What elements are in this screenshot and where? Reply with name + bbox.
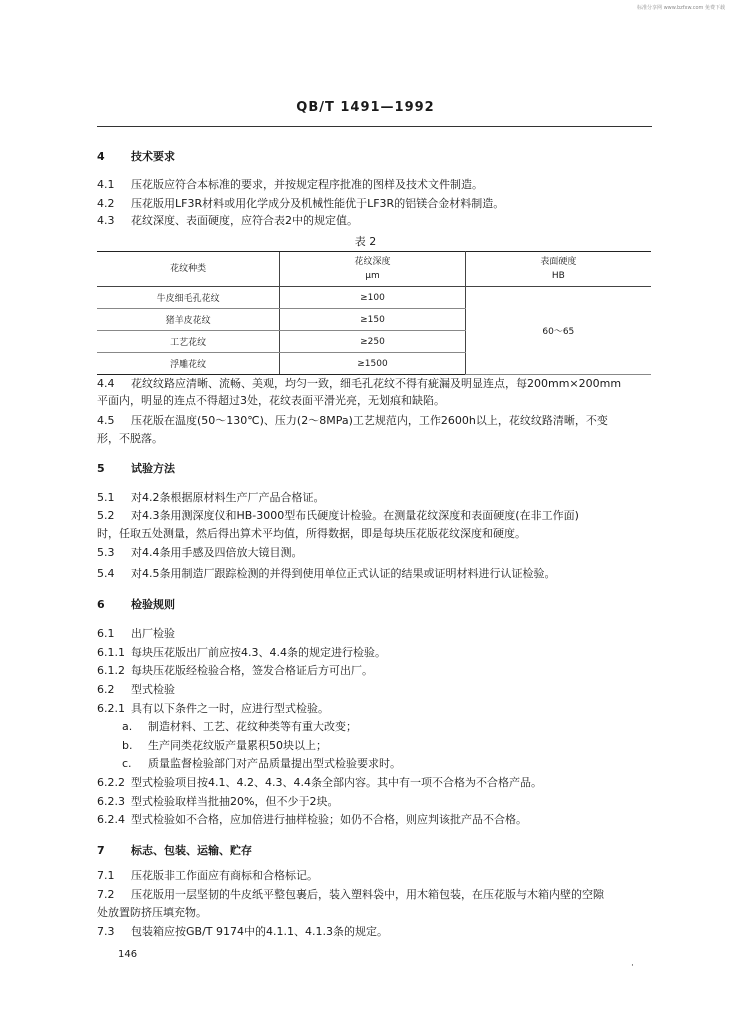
clause-5-2 xyxy=(97,509,579,523)
clause-6-2-3 xyxy=(97,795,338,809)
section-number: 5 xyxy=(97,462,105,475)
list-label: b. xyxy=(122,739,133,752)
table-caption: 表 2 xyxy=(354,235,377,248)
clause-number: 4.2 xyxy=(97,197,115,210)
section-6-heading xyxy=(97,598,175,612)
col-header-kind: 花纹种类 xyxy=(97,252,280,287)
section-number: 6 xyxy=(97,598,105,611)
clause-text: 具有以下条件之一时，应进行型式检验。 xyxy=(131,702,329,715)
clause-text: 对4.4条用手感及四倍放大镜目测。 xyxy=(131,546,303,559)
clause-7-3 xyxy=(97,925,388,939)
list-item-c xyxy=(122,757,401,771)
clause-5-2-cont: 时，任取五处测量，然后得出算术平均值，所得数据，即是每块压花版花纹深度和硬度。 xyxy=(97,527,526,540)
section-title: 标志、包装、运输、贮存 xyxy=(131,844,252,857)
clause-6-1-2 xyxy=(97,664,373,678)
clause-4-5-cont: 形，不脱落。 xyxy=(97,432,163,445)
kind-cell: 浮雕花纹 xyxy=(97,353,280,375)
clause-text: 对4.2条根据原材料生产厂产品合格证。 xyxy=(131,491,325,504)
footer-mark: · xyxy=(631,961,634,971)
depth-cell: ≥250 xyxy=(280,331,465,353)
clause-text: 压花版应符合本标准的要求，并按规定程序批准的图样及技术文件制造。 xyxy=(131,178,483,191)
section-number: 4 xyxy=(97,150,105,163)
clause-6-2-4 xyxy=(97,813,527,827)
col-header-depth xyxy=(280,252,465,287)
clause-6-1 xyxy=(97,627,175,641)
clause-4-2 xyxy=(97,197,504,211)
clause-6-2-1 xyxy=(97,702,329,716)
clause-number: 4.1 xyxy=(97,178,115,191)
depth-cell: ≥150 xyxy=(280,309,465,331)
clause-text: 对4.5条用制造厂跟踪检测的并得到使用单位正式认证的结果或证明材料进行认证检验。 xyxy=(131,567,556,580)
clause-number: 5.2 xyxy=(97,509,115,522)
section-5-heading xyxy=(97,462,175,476)
clause-number: 6.2.2 xyxy=(97,776,125,789)
hardness-cell: 60～65 xyxy=(465,287,651,375)
col-header-hardness xyxy=(465,252,651,287)
list-item-a xyxy=(122,720,357,734)
kind-cell: 工艺花纹 xyxy=(97,331,280,353)
clause-text: 压花版用LF3R材料或用化学成分及机械性能优于LF3R的铝镁合金材料制造。 xyxy=(131,197,505,210)
depth-unit: μm xyxy=(365,271,380,281)
clause-number: 7.2 xyxy=(97,888,115,901)
depth-cell: ≥1500 xyxy=(280,353,465,375)
list-text: 制造材料、工艺、花纹种类等有重大改变； xyxy=(148,720,357,733)
depth-label: 花纹深度 xyxy=(354,257,391,267)
clause-number: 7.1 xyxy=(97,869,115,882)
depth-cell: ≥100 xyxy=(280,287,465,309)
header-rule xyxy=(97,126,652,127)
table-header-row xyxy=(97,252,651,287)
clause-text: 出厂检验 xyxy=(131,627,175,640)
standard-number-header: QB/T 1491—1992 xyxy=(296,100,435,115)
clause-number: 5.1 xyxy=(97,491,115,504)
list-text: 质量监督检验部门对产品质量提出型式检验要求时。 xyxy=(148,757,401,770)
section-title: 检验规则 xyxy=(131,598,175,611)
clause-5-4 xyxy=(97,567,556,581)
clause-text: 型式检验取样当批抽20%，但不少于2块。 xyxy=(131,795,339,808)
clause-6-2 xyxy=(97,683,175,697)
clause-4-5 xyxy=(97,414,608,428)
list-label: c. xyxy=(122,757,132,770)
section-4-heading xyxy=(97,150,175,164)
clause-number: 6.2 xyxy=(97,683,115,696)
list-text: 生产同类花纹版产量累积50块以上； xyxy=(148,739,327,752)
section-7-heading xyxy=(97,844,252,858)
clause-number: 6.2.4 xyxy=(97,813,125,826)
kind-cell: 牛皮细毛孔花纹 xyxy=(97,287,280,309)
hardness-label: 表面硬度 xyxy=(540,257,577,267)
clause-5-3 xyxy=(97,546,303,560)
clause-7-2 xyxy=(97,888,604,902)
clause-text: 型式检验 xyxy=(131,683,175,696)
watermark-text: 标准分享网 www.bzfxw.com 免费下载 xyxy=(637,5,725,11)
table-row xyxy=(97,287,651,309)
clause-text: 花纹纹路应清晰、流畅、美观，均匀一致，细毛孔花纹不得有疵漏及明显连点，每200mm×200mm xyxy=(131,377,622,390)
clause-text: 每块压花版经检验合格，签发合格证后方可出厂。 xyxy=(131,664,373,677)
clause-number: 6.1.1 xyxy=(97,646,125,659)
clause-text: 型式检验项目按4.1、4.2、4.3、4.4条全部内容。其中有一项不合格为不合格产品。 xyxy=(131,776,542,789)
clause-number: 5.3 xyxy=(97,546,115,559)
clause-text: 型式检验如不合格，应加倍进行抽样检验；如仍不合格，则应判该批产品不合格。 xyxy=(131,813,527,826)
clause-text: 对4.3条用测深度仪和HB-3000型布氏硬度计检验。在测量花纹深度和表面硬度(在非工作面) xyxy=(131,509,579,522)
clause-text: 压花版用一层坚韧的牛皮纸平整包裹后，装入塑料袋中，用木箱包装，在压花版与木箱内壁的空隙 xyxy=(131,888,604,901)
clause-number: 4.4 xyxy=(97,377,115,390)
list-label: a. xyxy=(122,720,133,733)
clause-7-1 xyxy=(97,869,318,883)
clause-text: 压花版在温度(50～130℃)、压力(2～8MPa)工艺规范内，工作2600h以上，花纹纹路清晰，不变 xyxy=(131,414,608,427)
section-title: 试验方法 xyxy=(131,462,175,475)
clause-4-3 xyxy=(97,214,358,228)
page-number: 146 xyxy=(118,949,138,960)
hardness-unit: HB xyxy=(551,271,565,281)
clause-6-1-1 xyxy=(97,646,386,660)
clause-number: 5.4 xyxy=(97,567,115,580)
clause-5-1 xyxy=(97,491,325,505)
list-item-b xyxy=(122,739,327,753)
clause-7-2-cont: 处放置防挤压填充物。 xyxy=(97,906,207,919)
clause-number: 4.3 xyxy=(97,214,115,227)
clause-4-4-cont: 平面内，明显的连点不得超过3处，花纹表面平滑光亮，无划痕和缺陷。 xyxy=(97,394,445,407)
table-2 xyxy=(97,251,651,375)
clause-number: 4.5 xyxy=(97,414,115,427)
clause-4-1 xyxy=(97,178,483,192)
clause-number: 6.1 xyxy=(97,627,115,640)
clause-4-4 xyxy=(97,377,621,391)
section-title: 技术要求 xyxy=(131,150,175,163)
clause-text: 压花版非工作面应有商标和合格标记。 xyxy=(131,869,318,882)
clause-6-2-2 xyxy=(97,776,542,790)
section-number: 7 xyxy=(97,844,105,857)
clause-number: 6.2.1 xyxy=(97,702,125,715)
clause-text: 花纹深度、表面硬度，应符合表2中的规定值。 xyxy=(131,214,358,227)
kind-cell: 猪羊皮花纹 xyxy=(97,309,280,331)
clause-text: 包装箱应按GB/T 9174中的4.1.1、4.1.3条的规定。 xyxy=(131,925,388,938)
clause-number: 6.2.3 xyxy=(97,795,125,808)
clause-number: 7.3 xyxy=(97,925,115,938)
clause-text: 每块压花版出厂前应按4.3、4.4条的规定进行检验。 xyxy=(131,646,386,659)
clause-number: 6.1.2 xyxy=(97,664,125,677)
